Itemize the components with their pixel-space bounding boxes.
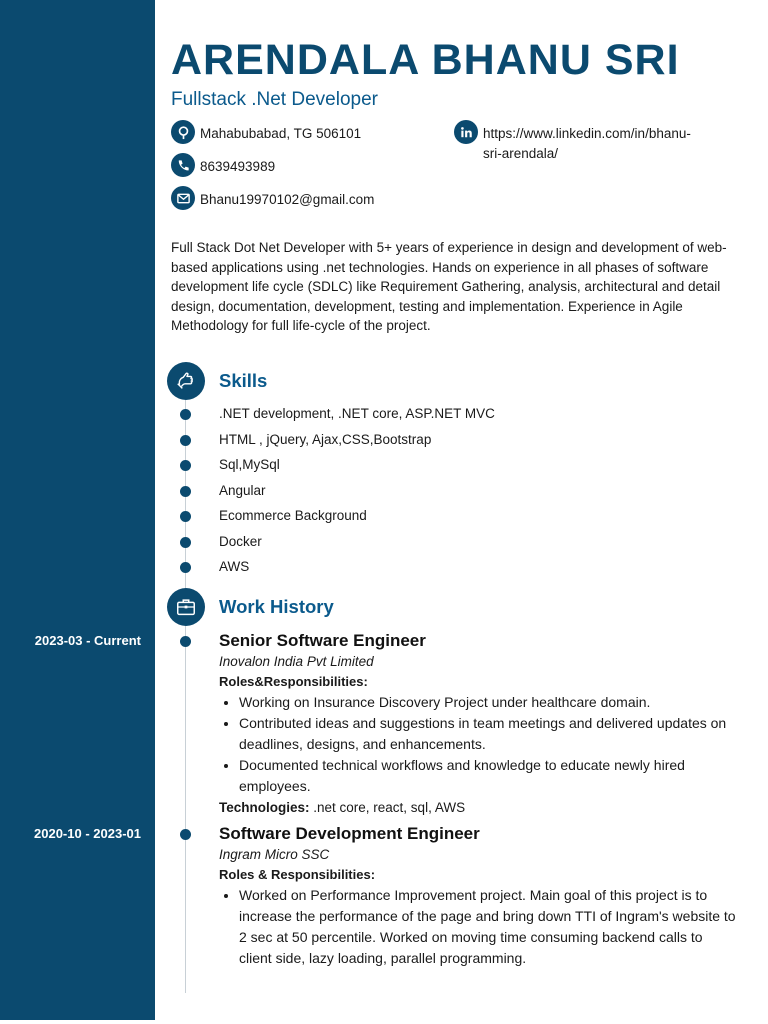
skill-item: .NET development, .NET core, ASP.NET MVC [219, 406, 495, 421]
skills-icon [167, 362, 205, 400]
timeline-dot [180, 537, 191, 548]
work-history-heading: Work History [219, 596, 334, 617]
phone-icon [171, 153, 195, 177]
contact-phone [171, 153, 275, 177]
contact-address [171, 120, 361, 144]
responsibility-list [219, 692, 739, 797]
linkedin-icon [454, 120, 478, 144]
timeline-dot [180, 511, 191, 522]
job-entry [219, 630, 739, 818]
address-text: Mahabubabad, TG 506101 [200, 126, 362, 141]
job-entry [219, 823, 739, 969]
sidebar [0, 0, 155, 1020]
skill-item: Ecommerce Background [219, 508, 367, 523]
briefcase-icon [167, 588, 205, 626]
timeline-dot [180, 562, 191, 573]
timeline-dot [180, 486, 191, 497]
skills-heading: Skills [219, 370, 268, 391]
skill-item: HTML , jQuery, Ajax,CSS,Bootstrap [219, 432, 432, 447]
timeline-line [185, 383, 186, 993]
email-icon [171, 186, 195, 210]
job-dates: 2020-10 - 2023-01 [34, 826, 141, 841]
timeline-dot [180, 435, 191, 446]
job-title-headline: Fullstack .Net Developer [171, 89, 378, 110]
skill-item: Docker [219, 534, 262, 549]
roles-label: Roles & Responsibilities: [219, 867, 376, 882]
job-title: Senior Software Engineer [219, 631, 426, 650]
contact-linkedin [454, 120, 691, 164]
job-title: Software Development Engineer [219, 824, 480, 843]
candidate-name: ARENDALA BHANU SRI [171, 36, 680, 84]
location-icon [171, 120, 195, 144]
list-item: • Documented technical workflows and knowledge to educate newly hired employees. [239, 755, 739, 797]
timeline-dot [180, 829, 191, 840]
email-text[interactable]: Bhanu19970102@gmail.com [200, 192, 375, 207]
list-item: • Contributed ideas and suggestions in team meetings and delivered updates on deadlines, designs, and enhancements. [239, 713, 739, 755]
company-name: Inovalon India Pvt Limited [219, 654, 374, 669]
list-item: • Working on Insurance Discovery Project under healthcare domain. [239, 692, 739, 713]
job-dates: 2023-03 - Current [34, 633, 141, 648]
roles-label: Roles&Responsibilities: [219, 674, 368, 689]
skill-item: AWS [219, 559, 250, 574]
timeline-dot [180, 409, 191, 420]
company-name: Ingram Micro SSC [219, 847, 330, 862]
professional-summary: Full Stack Dot Net Developer with 5+ years of experience in design and development of web-based applications using .net technologies. Hands on experience in all phases of software development life cycle (SDLC) like Requirement Gathering, analysis, architectural and detail design, documentation, development, testing and implementation. Experience in Agile Methodology for full life-cycle of the project. [171, 240, 727, 333]
technologies-line: Technologies: .net core, react, sql, AWS [219, 800, 466, 815]
contact-email [171, 186, 374, 210]
skill-item: Sql,MySql [219, 457, 280, 472]
skill-item: Angular [219, 483, 266, 498]
timeline-dot [180, 636, 191, 647]
responsibility-list [219, 885, 739, 969]
linkedin-link[interactable]: https://www.linkedin.com/in/bhanu- sri-arendala/ [483, 126, 691, 161]
list-item: • Worked on Performance Improvement project. Main goal of this project is to increase the performance of the page and bring down TTI of Ingram's website to 2 sec at 50 percentile. Worked on moving time consuming backend calls to client side, lazy loading, parallel programming. [239, 885, 739, 969]
phone-text[interactable]: 8639493989 [200, 159, 276, 174]
timeline-dot [180, 460, 191, 471]
